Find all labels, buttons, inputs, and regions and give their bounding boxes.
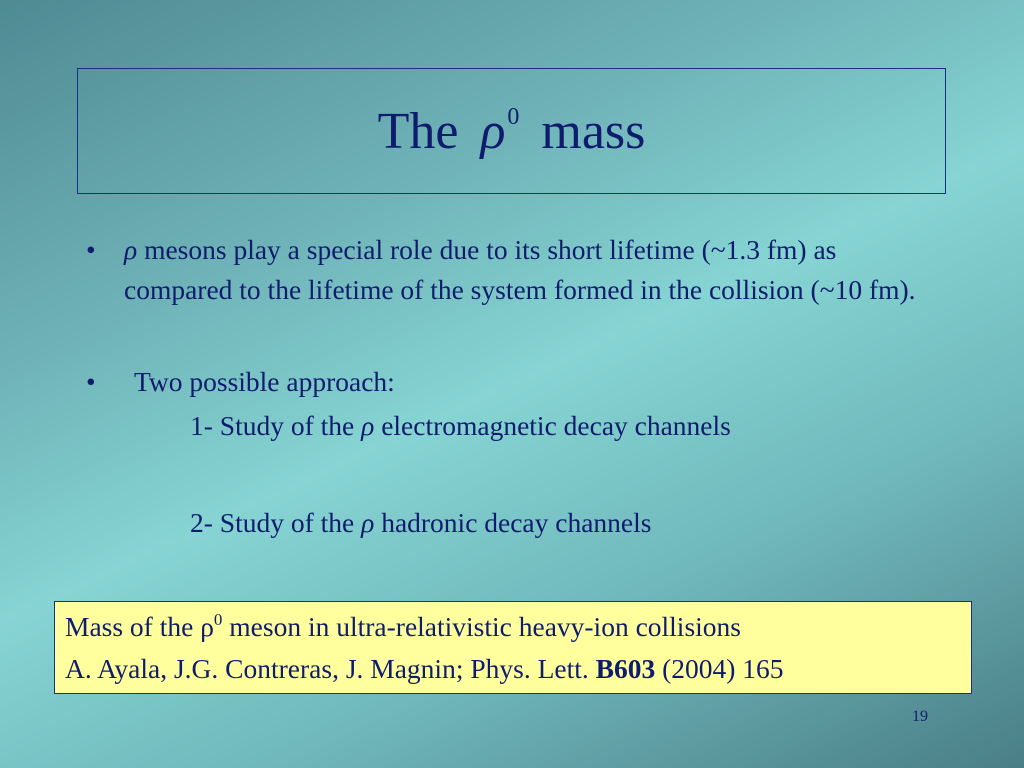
reference-superscript: 0: [213, 610, 223, 629]
rho-symbol: ρ: [361, 507, 375, 538]
subitem-suffix: electromagnetic decay channels: [374, 410, 731, 441]
reference-title-prefix: Mass of the ρ: [65, 611, 214, 642]
slide-title: [378, 102, 646, 161]
subitem-hadronic: [190, 507, 651, 539]
subitem-electromagnetic: [190, 410, 731, 442]
subitem-suffix: hadronic decay channels: [374, 507, 652, 538]
title-word-the: The: [377, 102, 459, 160]
subitem-prefix: 1- Study of the: [190, 410, 362, 441]
reference-title-suffix: meson in ultra-relativistic heavy-ion collisions: [222, 611, 741, 642]
title-superscript: 0: [507, 103, 520, 130]
page-number: 19: [912, 708, 928, 725]
bullet-marker: •: [86, 366, 96, 397]
citation-authors: A. Ayala, J.G. Contreras, J. Magnin; Phys. Lett.: [65, 653, 596, 684]
citation-year-page: (2004) 165: [655, 653, 784, 684]
bullet-text: Two possible approach:: [134, 366, 395, 397]
slide-title-box: [77, 68, 946, 194]
citation-volume: B603: [595, 653, 656, 684]
title-rho-symbol: ρ: [480, 102, 506, 160]
bullet-text-body: mesons play a special role due to its short lifetime (~1.3 fm) as compared to the lifetime of the system formed in the collision (~10 fm).: [124, 234, 916, 305]
reference-box: [54, 601, 972, 694]
rho-symbol: ρ: [124, 234, 138, 265]
reference-title: [65, 608, 961, 650]
subitem-prefix: 2- Study of the: [190, 507, 362, 538]
bullet-marker: •: [86, 234, 96, 265]
reference-citation: [65, 650, 961, 688]
bullet-text: [124, 230, 944, 310]
rho-symbol: ρ: [361, 410, 375, 441]
title-word-mass: mass: [541, 102, 646, 160]
